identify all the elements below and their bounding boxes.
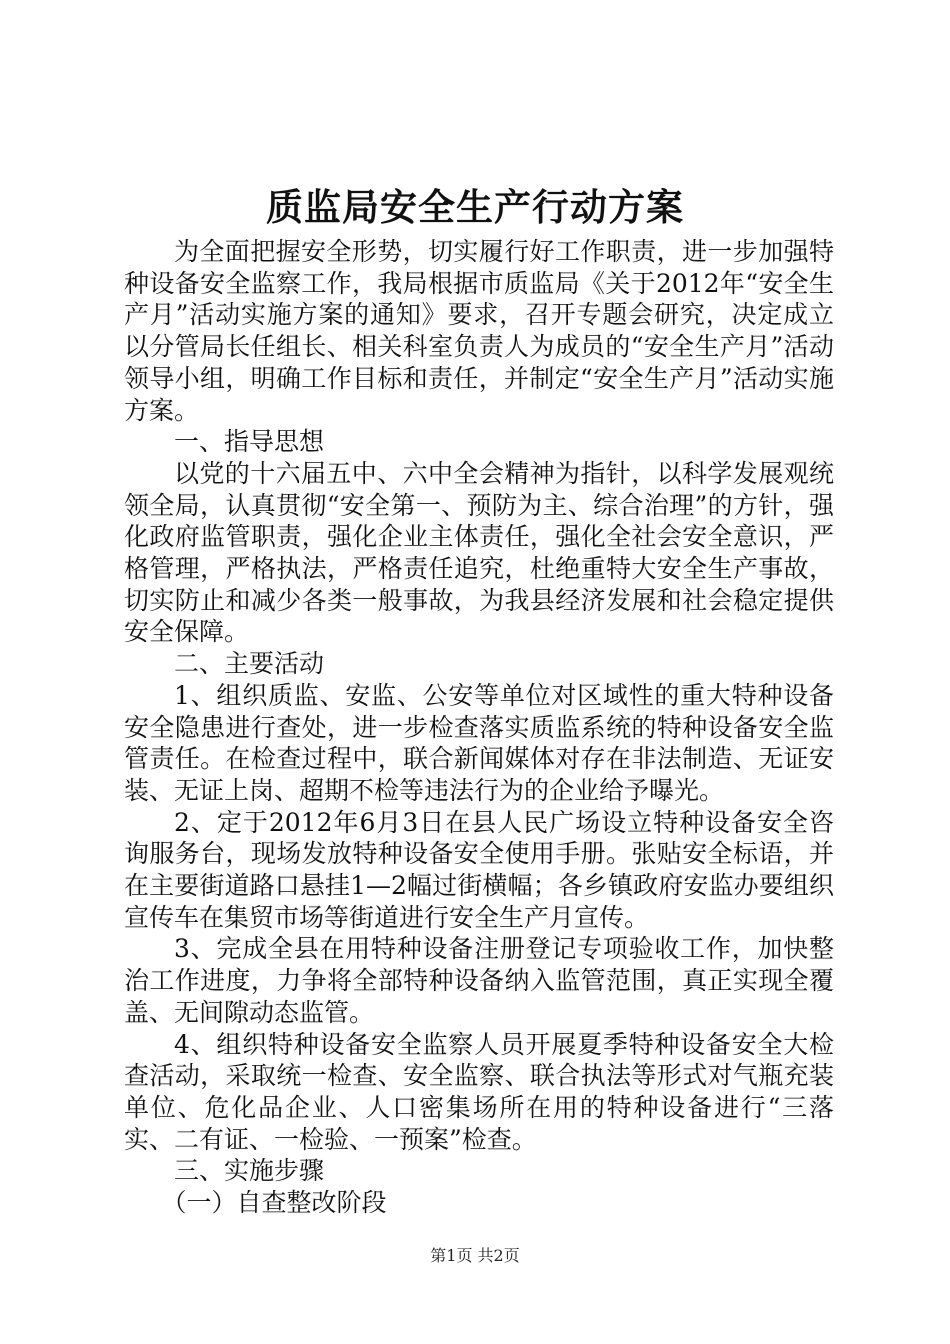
page-footer: 第1页 共2页 [430, 1246, 520, 1265]
activity-item-2: 2、定于2012年6月3日在县人民广场设立特种设备安全咨询服务台，现场发放特种设备安全使用手册。张贴安全标语，并在主要街道路口悬挂1—2幅过街横幅；各乡镇政府安监办要组织宣传车在集贸市场等街道进行安全生产月宣传。 [124, 807, 834, 932]
subsection-heading-self-check: （一）自查整改阶段 [161, 1188, 387, 1218]
intro-paragraph: 为全面把握安全形势，切实履行好工作职责，进一步加强特种设备安全监察工作，我局根据市质监局《关于2012年“安全生产月”活动实施方案的通知》要求，召开专题会研究，决定成立以分管局长任组长、相关科室负责人为成员的“安全生产月”活动领导小组，明确工作目标和责任，并制定“安全生产月”活动实施方案。 [124, 237, 834, 425]
activity-item-4: 4、组织特种设备安全监察人员开展夏季特种设备安全大检查活动，采取统一检查、安全监察、联合执法等形式对气瓶充装单位、危化品企业、人口密集场所在用的特种设备进行“三落实、二有证、一检验、一预案”检查。 [124, 1029, 834, 1154]
section-heading-guiding-ideology: 一、指导思想 [174, 427, 325, 457]
activity-item-1: 1、组织质监、安监、公安等单位对区域性的重大特种设备安全隐患进行查处，进一步检查落实质监系统的特种设备安全监管责任。在检查过程中，联合新闻媒体对存在非法制造、无证安装、无证上岗、超期不检等违法行为的企业给予曝光。 [124, 680, 834, 805]
document-title: 质监局安全生产行动方案 [266, 185, 684, 229]
document-body [124, 236, 834, 1219]
section-heading-main-activities: 二、主要活动 [174, 649, 325, 679]
guiding-ideology-paragraph: 以党的十六届五中、六中全会精神为指针，以科学发展观统领全局，认真贯彻“安全第一、预防为主、综合治理”的方针，强化政府监管职责，强化企业主体责任，强化全社会安全意识，严格管理，严格执法，严格责任追究，杜绝重特大安全生产事故，切实防止和减少各类一般事故，为我县经济发展和社会稳定提供安全保障。 [124, 458, 834, 647]
activity-item-3: 3、完成全县在用特种设备注册登记专项验收工作，加快整治工作进度，力争将全部特种设备纳入监管范围，真正实现全覆盖、无间隙动态监管。 [124, 934, 834, 1027]
section-heading-implementation-steps: 三、实施步骤 [174, 1156, 325, 1186]
